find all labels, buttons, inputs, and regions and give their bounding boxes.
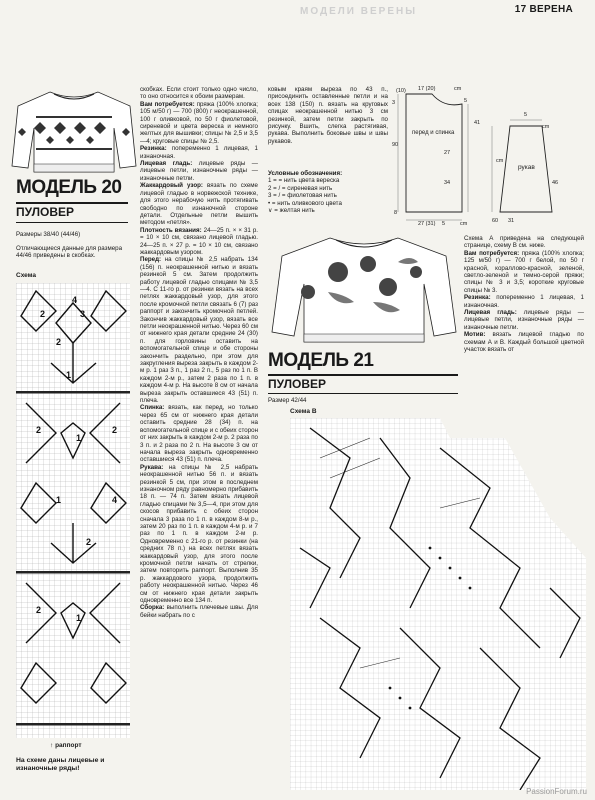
chart-symbol-number: 4 [72, 295, 78, 305]
model20-subtitle: ПУЛОВЕР [16, 205, 75, 219]
model20-knitting-chart [16, 283, 130, 738]
model20-subtitle-rule [16, 222, 128, 223]
dimension-label: 5 [464, 98, 468, 104]
model20-instructions: скобках. Если стоит только одно число, то оно относится к обоим размерам. Вам потребуется: пряжа (100% хлопка; 105 м/50 г) — 700 (800) г неокрашенной, 100 г оливковой, по 50 г фиолетовой, сиреневой и цвета вереска и немного желтых для вышивки; спицы № 2,5 и 3,5—4; круговые спицы № 2,5. Резинка: попеременно 1 лицевая, 1 изнаночная. Лицевая гладь: лицевые ряды — лицевые петли, изнаночные ряды — изнаночные петли. Жаккардовый узор: вязать по схеме лицевой гладью в норвежской технике, для этого нерабочую нить протягивать свободно по изнаночной стороне детали. Отдельные петли вышить методом «петля». Плотность вязания: 24—25 п. × × 31 р. = 10 × 10 см, связано лицевой гладью. 24—25 п. × 27 р. = 10 × 10 см, связано жаккардовым узором. Перед: на спицы № 2,5 набрать 134 (156) п. неокрашенной нитью и вязать резинкой 5 см. Затем продолжить работу лицевой гладью спицами № 3,5—4. С 11-го р. от резинки вязать на всех петлях жаккардовый узор, для этого после кромочной петли связать 6 (7) раз раппорт и закончить кромочной петлей. Закончив жаккардовый узор, вязать все петли неокрашенной нитью. Через 60 см от нижнего края детали средние 24 (30) п. для горловины оставить на вспомогательной спице и обе стороны закончить раздельно, при этом для закругления выреза закрыть в каждом 2-м р. 1 раз 3 п., 1 раз 2 п., 5 раз по 1 п. В каждом 2-м р., затем 2 раза по 1 п. в каждом 4-м р. На высоте 8 см от начала выреза закрыть оставшиеся 43 (51) п. плеча. Спинка: вязать, как перед, но только через 65 см от нижнего края детали оставить средние 28 (34) п. на вспомогательной спице и с обеих сторон от них закрыть в каждом 2-м р. 2 раза по 3 п. и 2 раза по 2 п. На высоте 3 см от начала выреза закрыть одновременно оставшиеся 43 (51) п. плеча. Рукава: на спицы № 2,5 набрать неокрашенной нитью 56 п. и вязать резинкой 5 см, при этом в последнем изнаночном ряду равномерно прибавить 18 п. — 74 п. Затем вязать лицевой гладью спицами № 3,5—4, при этом для скосов прибавить с обеих сторон сначала 3 раза по 1 п. в каждом 8-м р., затем 20 раз по 1 п. в каждом 4-м р. и 7 раз по 1 п. в каждом 2-м р. Одновременно с 21-го р. от резинки (на средних 78 п.) на всех петлях вязать жаккардовый узор, для этого после кромочной петли начать от стрелки, затем повторить раппорт. Выполнив 35 р. жаккардового узора, продолжить работу неокрашенной нитью. Через 46 см от нижнего края детали закрыть одновременно все 134 п. Сборка: выполнить плечевые швы. Для бейки набрать по с [140, 86, 258, 619]
dimension-label: 3 [392, 100, 396, 106]
dimension-label: cm [454, 86, 462, 92]
legend-item: • = нить оливкового цвета [268, 199, 342, 207]
dimension-label: cm [542, 124, 550, 130]
model20-footnote: На схеме даны лицевые и изнаночные ряды! [16, 757, 105, 772]
dimension-label: 5 [442, 221, 446, 227]
dimension-label: 60 [492, 218, 499, 224]
chart-symbol-number: 2 [36, 605, 42, 615]
dimension-label: 41 [474, 120, 481, 126]
dimension-label: 46 [552, 180, 559, 186]
chart-symbol-number: 1 [76, 433, 82, 443]
model21-title: МОДЕЛЬ 21 [268, 350, 374, 371]
dimension-label: cm [460, 221, 468, 227]
front-back-label: перед и спинка [412, 130, 455, 136]
model21-sweater-illustration [268, 232, 460, 347]
chart-symbol-number: 2 [112, 425, 118, 435]
chart-symbol-number: 2 [56, 337, 62, 347]
dimension-label: 27 [444, 150, 451, 156]
dimension-label: 34 [444, 180, 451, 186]
chart-symbol-number: 3 [80, 309, 86, 319]
model21-subtitle: ПУЛОВЕР [268, 377, 327, 391]
symbol-legend: Условные обозначения: 1 = = нить цвета вереска 2 = / = сиреневая нить 3 = / = фиолетовая нить • = нить оливкового цвета ∨ = желтая нить [268, 170, 393, 214]
model20-title-rule [16, 202, 128, 204]
model20-title: МОДЕЛЬ 20 [16, 177, 122, 198]
chart-symbol-number: 4 [112, 495, 118, 505]
model21-size: Размер 42/44 [268, 397, 307, 404]
chart-symbol-number: 1 [56, 495, 62, 505]
legend-item: 1 = = нить цвета вереска [268, 177, 340, 185]
model20-schema-label: Схема [16, 272, 37, 279]
dimension-label: 27 (31) [418, 221, 436, 227]
model20-assembly-text: ковым краям выреза по 43 п., присоединить оставленные петли и на всех 138 (150) п. вязать на круговых спицах неокрашенной нитью 3 см резинкой, затем петли закрыть по рисунку. Вшить, слегка растягивая, рукава. Выполнить боковые швы и швы рукавов. [268, 86, 388, 145]
chart-symbol-number: 2 [86, 537, 92, 547]
model21-title-rule [268, 374, 458, 376]
watermark-text: PassionForum.ru [526, 787, 587, 796]
schema-b-knitting-chart [290, 418, 586, 790]
page-number-title: 17 ВЕРЕНА [514, 4, 573, 15]
garment-pattern-schematic [392, 84, 587, 229]
rapport-arrow-label: ↑ раппорт [50, 742, 82, 749]
dimension-label: 8 [394, 210, 398, 216]
arrow-up-icon: ↑ [50, 742, 56, 749]
chart-symbol-number: 1 [76, 613, 82, 623]
dimension-label: cm [496, 158, 504, 164]
legend-item: 2 = / = сиреневая нить [268, 184, 333, 192]
dimension-label: 17 (20) [418, 86, 436, 92]
legend-item: ∨ = желтая нить [268, 207, 315, 215]
legend-item: 3 = / = фиолетовая нить [268, 192, 337, 200]
model20-sweater-illustration [10, 88, 138, 176]
dimension-label: 31 [508, 218, 515, 224]
model20-diff-note: Отличающиеся данные для размера 44/46 приведены в скобках. [16, 245, 123, 260]
sleeve-label: рукав [518, 164, 535, 171]
dimension-label: 90 [392, 142, 399, 148]
chart-symbol-number: 1 [66, 370, 72, 380]
model21-instructions: Схема А приведена на следующей странице, схему В см. ниже. Вам потребуется: пряжа (100% хлопка; 125 м/50 г) — 700 г белой, по 50 г красной, кораллово-красной, зеленой, светло-зеленой и темно-серой пряжи; спицы № 3 и 3,5; короткие круговые спицы № 3. Резинка: попеременно 1 лицевая, 1 изнаночная. Лицевая гладь: лицевые ряды — лицевые петли, изнаночные ряды — изнаночные петли. Мотив: вязать лицевой гладью по схемам А и В. Каждый большой цветной участок вязать от [464, 235, 584, 354]
chart-symbol-number: 2 [40, 309, 46, 319]
header-ghost-text: МОДЕЛИ ВЕРЕНЫ [300, 6, 417, 17]
chart-symbol-number: 2 [36, 425, 42, 435]
schema-b-label: Схема В [290, 408, 317, 415]
dimension-label: (10) [396, 88, 406, 94]
model21-subtitle-rule [268, 393, 458, 394]
model20-sizes: Размеры 38/40 (44/46) [16, 231, 81, 238]
dimension-label: 5 [524, 112, 528, 118]
